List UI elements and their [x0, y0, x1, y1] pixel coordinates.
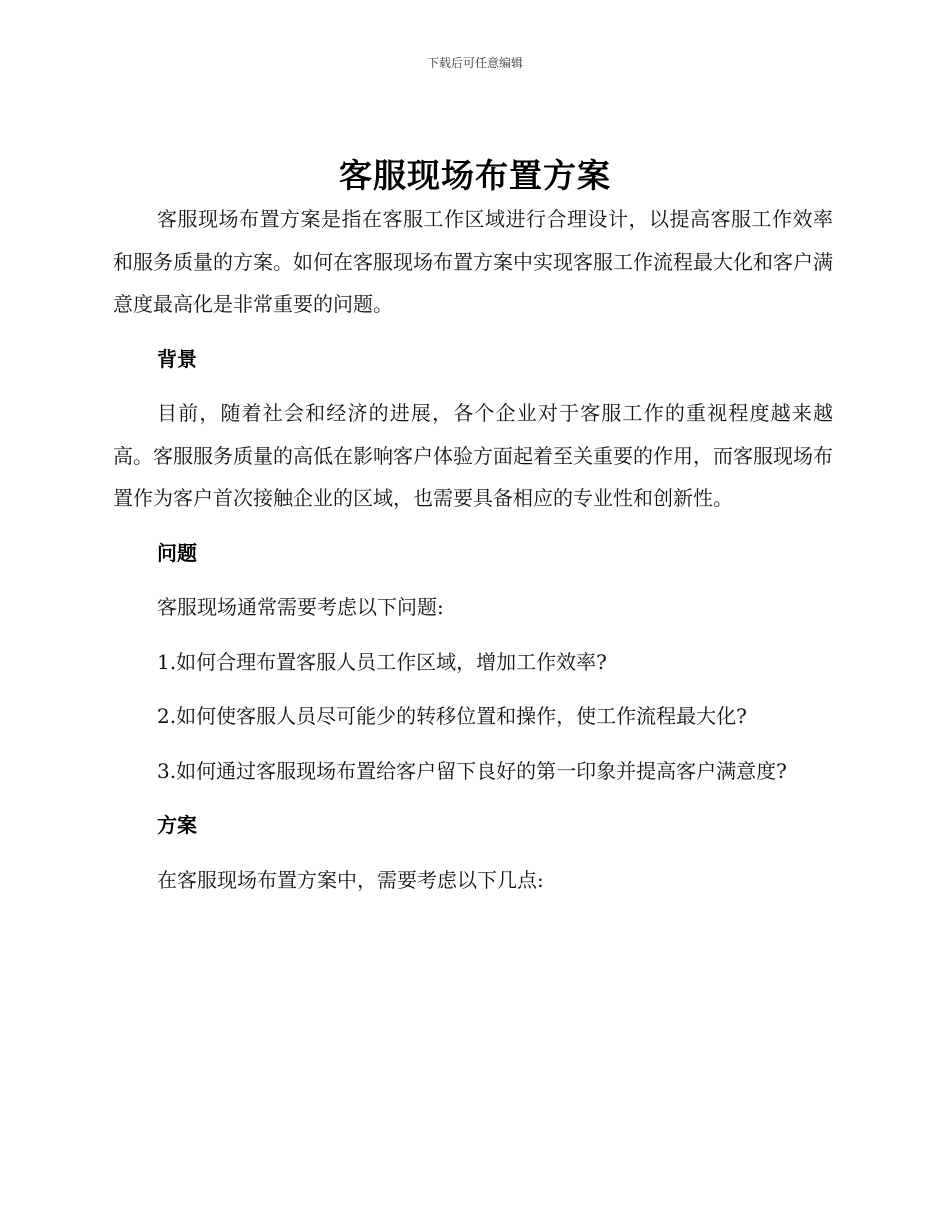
problems-lead: 客服现场通常需要考虑以下问题:: [157, 595, 444, 619]
list-number: 3.: [157, 758, 177, 783]
document-body: [113, 198, 833, 901]
list-number: 1.: [157, 649, 177, 674]
section-heading-background: 背景: [157, 346, 197, 371]
list-item-text: 如何合理布置客服人员工作区域，增加工作效率?: [176, 649, 607, 674]
list-item: [113, 695, 833, 738]
background-paragraph: 目前，随着社会和经济的进展，各个企业对于客服工作的重视程度越来越高。客服服务质量的高低在影响客户体验方面起着至关重要的作用，而客服现场布置作为客户首次接触企业的区域，也需要具备相应的专业性和创新性。: [113, 401, 833, 510]
list-number: 2.: [157, 704, 177, 728]
list-item-text: 如何通过客服现场布置给客户留下良好的第一印象并提高客户满意度?: [176, 758, 787, 783]
solution-lead: 在客服现场布置方案中，需要考虑以下几点:: [157, 867, 544, 892]
list-item: [113, 750, 833, 793]
header-note: 下载后可任意编辑: [426, 56, 523, 70]
list-item-text: 如何使客服人员尽可能少的转移位置和操作，使工作流程最大化?: [176, 704, 747, 728]
section-heading-problems: 问题: [157, 540, 197, 565]
section-heading-solution: 方案: [157, 813, 197, 837]
list-item: [113, 641, 833, 684]
page-title: 客服现场布置方案: [339, 156, 611, 195]
intro-paragraph: 客服现场布置方案是指在客服工作区域进行合理设计，以提高客服工作效率和服务质量的方案。如何在客服现场布置方案中实现客服工作流程最大化和客户满意度最高化是非常重要的问题。: [113, 207, 833, 316]
